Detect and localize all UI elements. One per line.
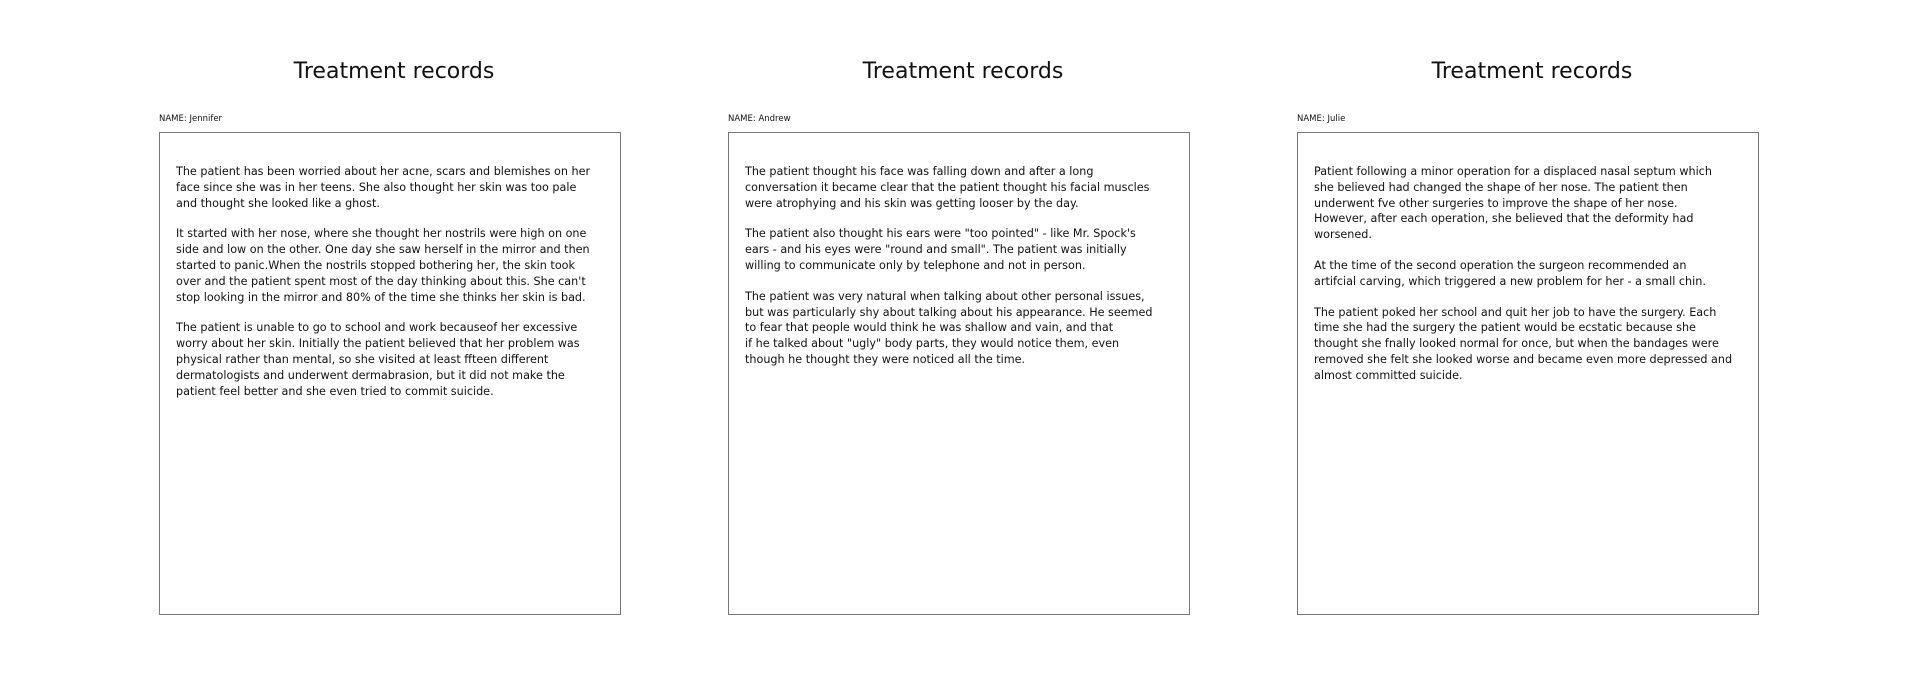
- record-title: Treatment records: [1431, 59, 1633, 84]
- treatment-record-jennifer: [159, 0, 629, 679]
- record-paragraph: The patient is unable to go to school and work becauseof her excessive worry about her skin. Initially the patient believed that her problem was physical rather than mental, so she visited at least ffteen different dermatologists and underwent dermabrasion, but it did not make the patient feel better and she even tried to commit suicide.: [176, 321, 580, 398]
- record-paragraph: The patient thought his face was falling down and after a long conversation it became clear that the patient thought his facial muscles were atrophying and his skin was getting looser by the day.: [745, 165, 1150, 210]
- record-paragraph: It started with her nose, where she thought her nostrils were high on one side and low on the other. One day she saw herself in the mirror and then started to panic.When the nostrils stopped bothering her, the skin took over and the patient spent most of the day thinking about this. She can't stop looking in the mirror and 80% of the time she thinks her skin is bad.: [176, 227, 590, 304]
- record-notes-box: [728, 132, 1190, 615]
- record-title: Treatment records: [862, 59, 1064, 84]
- name-label: NAME:: [1297, 114, 1325, 124]
- record-title: Treatment records: [293, 59, 495, 84]
- patient-name: Julie: [1327, 114, 1346, 124]
- record-paragraph: The patient was very natural when talking about other personal issues, but was particularly shy about talking about his appearance. He seemed to fear that people would think he was shallow and vain, and that if he talked about "ugly" body parts, they would notice them, even though he thought they were noticed all the time.: [745, 289, 1153, 366]
- treatment-record-julie: [1297, 0, 1767, 679]
- name-label: NAME:: [728, 114, 756, 124]
- name-label: NAME:: [159, 114, 187, 124]
- patient-name-line: [728, 113, 791, 125]
- record-paragraph: The patient has been worried about her acne, scars and blemishes on her face since she was in her teens. She also thought her skin was too pale and thought she looked like a ghost.: [176, 165, 591, 210]
- record-paragraph: At the time of the second operation the surgeon recommended an artifcial carving, which triggered a new problem for her - a small chin.: [1314, 258, 1706, 288]
- record-notes-box: [1297, 132, 1759, 615]
- patient-name-line: [1297, 113, 1345, 125]
- patient-name: Jennifer: [189, 114, 223, 124]
- record-notes-box: [159, 132, 621, 615]
- record-paragraph: The patient poked her school and quit her job to have the surgery. Each time she had the surgery the patient would be ecstatic because she thought she fnally looked normal for once, but when the bandages were removed she felt she looked worse and became even more depressed and almost committed suicide.: [1314, 305, 1733, 382]
- record-paragraph: The patient also thought his ears were "too pointed" - like Mr. Spock's ears - and his eyes were "round and small". The patient was initially willing to communicate only by telephone and not in person.: [745, 227, 1136, 272]
- patient-name-line: [159, 113, 222, 125]
- record-paragraph: Patient following a minor operation for a displaced nasal septum which she believed had changed the shape of her nose. The patient then underwent fve other surgeries to improve the shape of her nose. However, after each operation, she believed that the deformity had worsened.: [1314, 165, 1712, 242]
- treatment-record-andrew: [728, 0, 1198, 679]
- patient-name: Andrew: [758, 114, 791, 124]
